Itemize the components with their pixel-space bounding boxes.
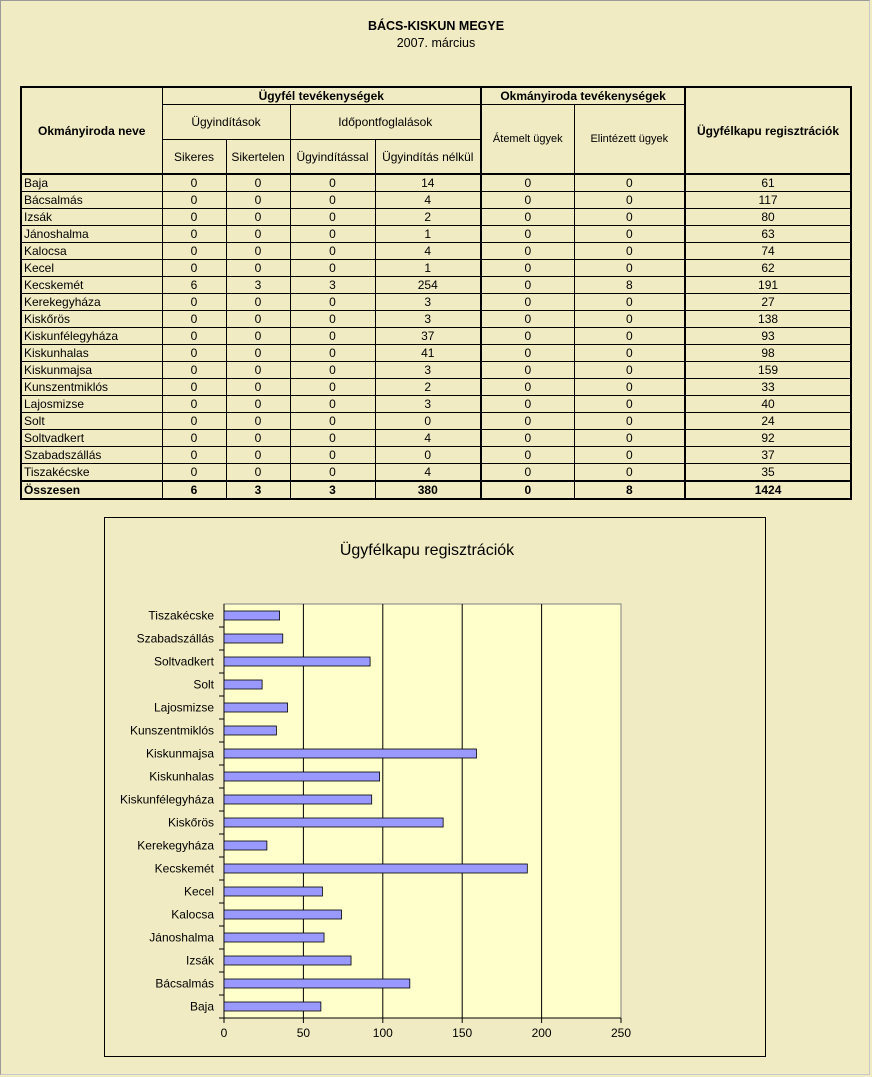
table-cell: 0 [162, 209, 226, 226]
category-label: Kiskunfélegyháza [119, 792, 214, 807]
bar [224, 887, 322, 896]
table-cell: 0 [481, 362, 574, 379]
category-label: Solt [193, 677, 214, 692]
header-office-activities: Okmányiroda tevékenységek [481, 87, 685, 105]
table-cell: 0 [226, 192, 290, 209]
table-cell: 0 [481, 243, 574, 260]
table-cell: 0 [481, 447, 574, 464]
page-subtitle: 2007. március [396, 36, 476, 50]
table-cell: 41 [375, 345, 481, 362]
bar [224, 611, 280, 620]
office-name-cell: Solt [21, 413, 162, 430]
office-name-cell: Baja [21, 174, 162, 192]
table-cell: 0 [226, 379, 290, 396]
table-total-row [21, 481, 851, 499]
category-label: Kiskunmajsa [145, 746, 214, 761]
bar [224, 933, 324, 942]
bar [224, 1002, 321, 1011]
table-cell: 35 [685, 464, 851, 482]
table-cell: 98 [685, 345, 851, 362]
table-cell: 80 [685, 209, 851, 226]
office-name-cell: Szabadszállás [21, 447, 162, 464]
table-cell: 0 [162, 464, 226, 482]
chart-container [104, 517, 766, 1057]
table-cell: 0 [162, 413, 226, 430]
table-row [21, 311, 851, 328]
table-cell: 0 [574, 379, 685, 396]
total-cell: 8 [574, 481, 685, 499]
total-cell: 0 [481, 481, 574, 499]
table-row [21, 379, 851, 396]
bar-chart [105, 518, 765, 1056]
table-cell: 1 [375, 260, 481, 277]
office-name-cell: Kiskunmajsa [21, 362, 162, 379]
office-name-cell: Bácsalmás [21, 192, 162, 209]
table-cell: 0 [481, 464, 574, 482]
category-label: Kunszentmiklós [129, 723, 214, 738]
category-label: Jánoshalma [149, 930, 214, 945]
table-cell: 0 [226, 328, 290, 345]
bar [224, 910, 342, 919]
table-cell: 0 [226, 396, 290, 413]
category-label: Soltvadkert [153, 654, 214, 669]
table-cell: 3 [375, 362, 481, 379]
table-cell: 0 [290, 243, 375, 260]
table-cell: 0 [162, 226, 226, 243]
table-row [21, 328, 851, 345]
table-cell: 0 [226, 447, 290, 464]
table-cell: 0 [162, 447, 226, 464]
category-label: Kalocsa [171, 907, 214, 922]
table-cell: 40 [685, 396, 851, 413]
x-tick-label: 100 [372, 1026, 393, 1040]
table-cell: 0 [574, 345, 685, 362]
table-row [21, 226, 851, 243]
table-cell: 0 [574, 328, 685, 345]
table-cell: 0 [574, 209, 685, 226]
table-cell: 0 [162, 192, 226, 209]
header-registrations: Ügyfélkapu regisztrációk [685, 87, 851, 174]
table-cell: 0 [574, 396, 685, 413]
table-cell: 0 [162, 345, 226, 362]
table-cell: 62 [685, 260, 851, 277]
table-cell: 0 [226, 464, 290, 482]
table-row [21, 294, 851, 311]
table-row [21, 209, 851, 226]
category-label: Lajosmizse [153, 700, 214, 715]
table-cell: 0 [574, 362, 685, 379]
bar [224, 749, 476, 758]
table-cell: 0 [226, 430, 290, 447]
table-cell: 0 [162, 430, 226, 447]
x-tick-label: 200 [531, 1026, 552, 1040]
table-cell: 0 [290, 345, 375, 362]
table-cell: 0 [226, 226, 290, 243]
table-cell: 0 [162, 379, 226, 396]
table-row [21, 447, 851, 464]
bar [224, 634, 283, 643]
x-tick-label: 50 [296, 1026, 311, 1040]
total-label: Összesen [21, 481, 162, 499]
table-cell: 0 [481, 294, 574, 311]
office-name-cell: Kerekegyháza [21, 294, 162, 311]
table-cell: 0 [162, 294, 226, 311]
table-cell: 3 [375, 396, 481, 413]
table-cell: 8 [574, 277, 685, 294]
table-cell: 0 [226, 209, 290, 226]
table-cell: 74 [685, 243, 851, 260]
page-title: BÁCS-KISKUN MEGYE [367, 19, 505, 33]
table-row [21, 430, 851, 447]
table-cell: 0 [290, 413, 375, 430]
table-cell: 0 [574, 447, 685, 464]
bar [224, 979, 410, 988]
table-cell: 0 [290, 379, 375, 396]
table-row [21, 277, 851, 294]
category-label: Tiszakécske [148, 608, 214, 623]
table-cell: 0 [290, 430, 375, 447]
header-with-initiation: Ügyindítással [290, 140, 375, 175]
table-cell: 0 [226, 311, 290, 328]
table-cell: 0 [481, 260, 574, 277]
header-initiations: Ügyindítások [162, 105, 290, 140]
table-cell: 0 [226, 260, 290, 277]
table-cell: 0 [481, 396, 574, 413]
table-cell: 2 [375, 379, 481, 396]
table-row [21, 192, 851, 209]
table-cell: 0 [481, 209, 574, 226]
table-cell: 24 [685, 413, 851, 430]
table-cell: 0 [290, 328, 375, 345]
table-cell: 1 [375, 226, 481, 243]
table-row [21, 243, 851, 260]
table-cell: 0 [290, 192, 375, 209]
office-name-cell: Kunszentmiklós [21, 379, 162, 396]
category-label: Kiskunhalas [149, 769, 214, 784]
table-row [21, 413, 851, 430]
table-cell: 92 [685, 430, 851, 447]
bar [224, 864, 527, 873]
table-cell: 191 [685, 277, 851, 294]
category-label: Baja [189, 999, 214, 1014]
office-name-cell: Kiskunfélegyháza [21, 328, 162, 345]
bar [224, 795, 372, 804]
table-cell: 0 [574, 260, 685, 277]
category-label: Kecskemét [154, 861, 214, 876]
table-cell: 0 [162, 328, 226, 345]
total-cell: 380 [375, 481, 481, 499]
table-cell: 27 [685, 294, 851, 311]
bar [224, 680, 262, 689]
table-cell: 159 [685, 362, 851, 379]
bar [224, 657, 370, 666]
table-cell: 0 [574, 192, 685, 209]
table-cell: 0 [226, 243, 290, 260]
table-cell: 0 [162, 396, 226, 413]
table-cell: 0 [226, 362, 290, 379]
table-cell: 37 [375, 328, 481, 345]
table-cell: 0 [162, 174, 226, 192]
table-cell: 0 [290, 362, 375, 379]
table-cell: 0 [226, 174, 290, 192]
table-cell: 0 [574, 413, 685, 430]
office-name-cell: Jánoshalma [21, 226, 162, 243]
table-cell: 0 [481, 413, 574, 430]
table-cell: 61 [685, 174, 851, 192]
table-cell: 0 [481, 174, 574, 192]
bar [224, 956, 351, 965]
table-row [21, 362, 851, 379]
chart-title: Ügyfélkapu regisztrációk [339, 542, 515, 559]
office-name-cell: Soltvadkert [21, 430, 162, 447]
header-completed: Elintézett ügyek [574, 105, 685, 175]
table-cell: 0 [574, 430, 685, 447]
table-cell: 93 [685, 328, 851, 345]
category-label: Bácsalmás [155, 976, 214, 991]
table-cell: 0 [226, 345, 290, 362]
table-cell: 0 [481, 311, 574, 328]
table-cell: 138 [685, 311, 851, 328]
table-cell: 0 [162, 311, 226, 328]
header-appointments: Időpontfoglalások [290, 105, 481, 140]
table-row [21, 396, 851, 413]
table-cell: 0 [226, 413, 290, 430]
total-cell: 1424 [685, 481, 851, 499]
table-cell: 3 [290, 277, 375, 294]
header-transferred: Átemelt ügyek [481, 105, 574, 175]
office-name-cell: Kecskemét [21, 277, 162, 294]
total-cell: 3 [226, 481, 290, 499]
table-cell: 0 [481, 192, 574, 209]
table-cell: 3 [375, 294, 481, 311]
header-without-initiation: Ügyindítás nélkül [375, 140, 481, 175]
table-cell: 0 [290, 209, 375, 226]
table-cell: 0 [375, 447, 481, 464]
bar [224, 703, 288, 712]
category-label: Kecel [183, 884, 214, 899]
category-label: Kiskőrös [167, 815, 214, 830]
table-row [21, 464, 851, 482]
table-row [21, 260, 851, 277]
total-cell: 6 [162, 481, 226, 499]
table-cell: 0 [290, 464, 375, 482]
bar [224, 818, 443, 827]
table-cell: 4 [375, 192, 481, 209]
table-cell: 0 [574, 226, 685, 243]
header-office-name: Okmányiroda neve [21, 87, 162, 174]
table-cell: 4 [375, 464, 481, 482]
table-cell: 0 [290, 174, 375, 192]
bar [224, 772, 380, 781]
table-cell: 0 [290, 396, 375, 413]
table-cell: 254 [375, 277, 481, 294]
table-cell: 0 [574, 294, 685, 311]
statistics-table [20, 86, 852, 500]
table-cell: 63 [685, 226, 851, 243]
table-cell: 2 [375, 209, 481, 226]
bar [224, 841, 267, 850]
table-cell: 0 [375, 413, 481, 430]
total-cell: 3 [290, 481, 375, 499]
table-cell: 0 [290, 260, 375, 277]
table-cell: 4 [375, 430, 481, 447]
header-failed: Sikertelen [226, 140, 290, 175]
table-cell: 0 [481, 430, 574, 447]
table-cell: 0 [290, 294, 375, 311]
table-cell: 0 [574, 464, 685, 482]
category-label: Izsák [185, 953, 214, 968]
table-cell: 0 [481, 328, 574, 345]
table-cell: 0 [290, 447, 375, 464]
table-cell: 0 [481, 277, 574, 294]
x-tick-label: 0 [220, 1026, 228, 1040]
table-cell: 37 [685, 447, 851, 464]
x-tick-label: 150 [452, 1026, 473, 1040]
table-cell: 6 [162, 277, 226, 294]
table-cell: 3 [226, 277, 290, 294]
office-name-cell: Lajosmizse [21, 396, 162, 413]
office-name-cell: Kiskőrös [21, 311, 162, 328]
table-cell: 33 [685, 379, 851, 396]
header-client-activities: Ügyfél tevékenységek [162, 87, 481, 105]
office-name-cell: Kalocsa [21, 243, 162, 260]
table-cell: 0 [290, 311, 375, 328]
office-name-cell: Izsák [21, 209, 162, 226]
office-name-cell: Kiskunhalas [21, 345, 162, 362]
table-cell: 0 [574, 174, 685, 192]
table-cell: 0 [226, 294, 290, 311]
table-cell: 117 [685, 192, 851, 209]
table-row [21, 345, 851, 362]
table-cell: 4 [375, 243, 481, 260]
category-label: Kerekegyháza [137, 838, 214, 853]
table-cell: 0 [574, 311, 685, 328]
table-cell: 14 [375, 174, 481, 192]
table-cell: 0 [290, 226, 375, 243]
x-tick-label: 250 [610, 1026, 632, 1040]
table-cell: 0 [481, 379, 574, 396]
table-cell: 3 [375, 311, 481, 328]
bar [224, 726, 276, 735]
office-name-cell: Tiszakécske [21, 464, 162, 482]
table-cell: 0 [481, 226, 574, 243]
table-cell: 0 [574, 243, 685, 260]
category-label: Szabadszállás [136, 631, 214, 646]
table-cell: 0 [162, 243, 226, 260]
table-cell: 0 [481, 345, 574, 362]
table-cell: 0 [162, 362, 226, 379]
table-row [21, 174, 851, 192]
table-cell: 0 [162, 260, 226, 277]
header-successful: Sikeres [162, 140, 226, 175]
office-name-cell: Kecel [21, 260, 162, 277]
